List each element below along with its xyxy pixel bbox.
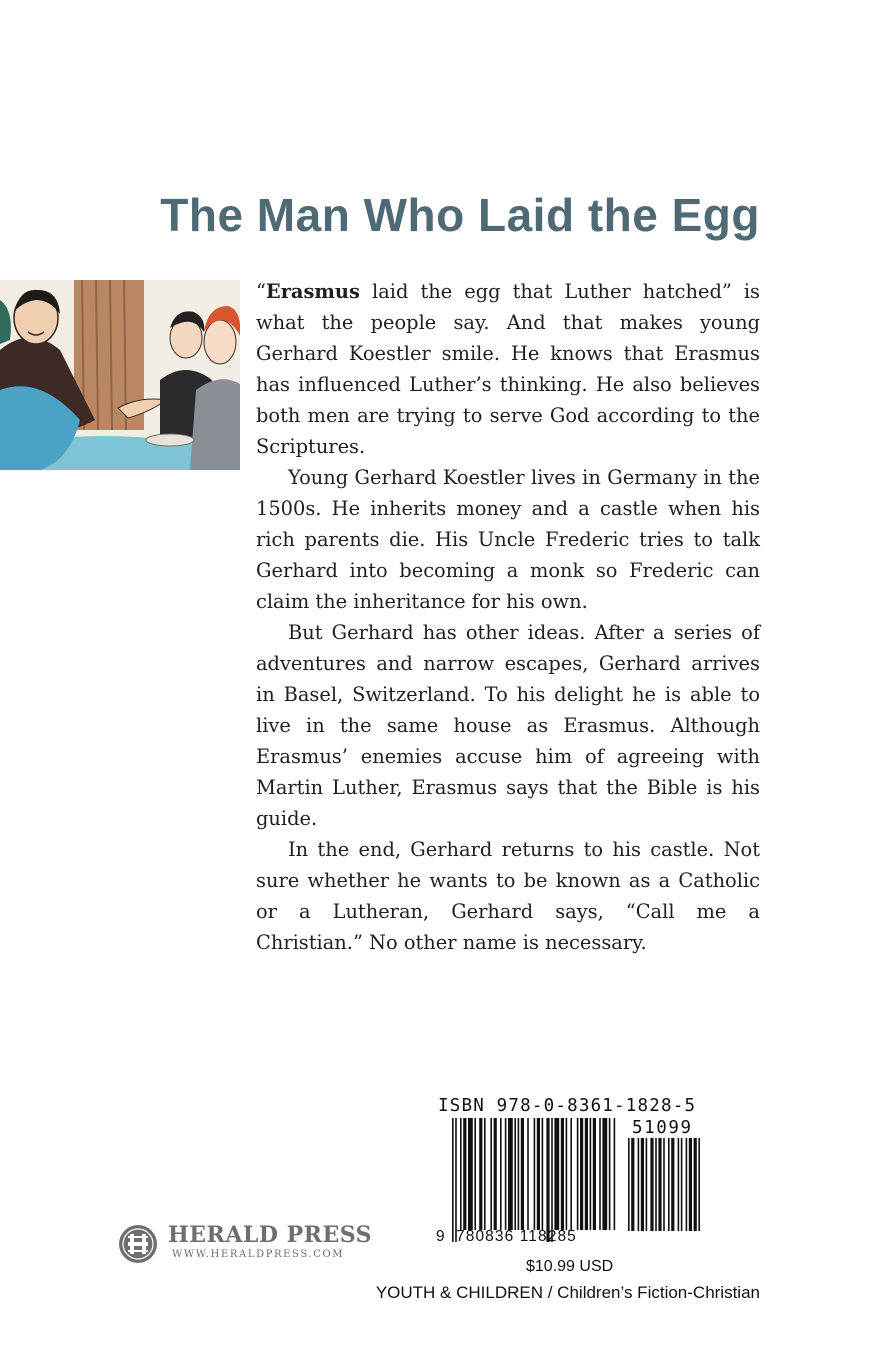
barcode-bar [641,1138,644,1231]
barcode-bar [663,1138,665,1231]
publisher-logo [118,1222,378,1266]
opening-quote: “ [256,280,266,303]
barcode-bar [508,1118,513,1230]
blurb-lead-bold: Erasmus [265,280,360,303]
barcode-bar [468,1118,473,1230]
back-cover-blurb [256,276,760,958]
barcode-bar [521,1118,524,1230]
barcode-price-code: 51099 [632,1118,693,1138]
barcode-bar [474,1118,476,1230]
price-addon-barcode [628,1138,708,1231]
barcode-bar [566,1118,568,1230]
book-title: The Man Who Laid the Egg [160,189,760,241]
barcode-bar [561,1118,564,1230]
barcode-bar [484,1118,486,1230]
blurb-paragraph [256,276,760,462]
barcode-bar [500,1118,502,1230]
barcode-bar [546,1118,549,1242]
publisher-url: WWW.HERALDPRESS.COM [172,1249,345,1260]
barcode-bar [631,1138,634,1231]
barcode-bar [681,1138,683,1231]
barcode-bar [577,1118,579,1230]
barcode-bar [650,1138,653,1231]
barcode-bar [602,1118,607,1230]
barcode-bar [554,1118,559,1230]
barcode-bar [655,1138,657,1231]
barcode-bar [570,1118,572,1230]
barcode-bar [658,1138,661,1231]
barcode-bar [678,1138,680,1231]
barcode-bar [537,1118,540,1230]
isbn-barcode [452,1118,616,1242]
barcode-bar [505,1118,507,1230]
barcode-bar [689,1138,692,1231]
barcode-bar [590,1118,592,1230]
barcode-bar [668,1138,670,1231]
barcode-bar [479,1118,482,1230]
barcode-bar [490,1118,492,1230]
ean-remaining-digits: 780836 118285 [456,1228,577,1245]
barcode-bar [593,1118,596,1230]
isbn-label: ISBN 978-0-8361-1828-5 [438,1096,697,1116]
barcode-bar [671,1138,674,1231]
blurb-paragraph: In the end, Gerhard returns to his castle. Not sure whether he wants to be known as a Catholic or a Lutheran, Gerhard says, “Call me a Christian.” No other name is necessary. [256,838,760,954]
barcode-bar [599,1118,601,1230]
blurb-paragraph-1-text: laid the egg that Luther hatched” is what the people say. And that makes young Gerhard Koestler smile. He knows that Erasmus has influenced Luther’s thinking. He also believes both men are trying to serve God according to the Scriptures. [256,280,760,458]
barcode-bar [455,1118,457,1242]
retail-price: $10.99 USD [526,1258,614,1275]
barcode-bar [551,1118,553,1242]
barcode-bar [694,1138,697,1231]
ean-first-digit: 9 [436,1228,445,1245]
barcode-bar [686,1138,688,1231]
bisac-category: YOUTH & CHILDREN / Children’s Fiction-Christian [375,1283,760,1302]
barcode-bar [494,1118,497,1230]
barcode-bar [460,1118,462,1230]
barcode-bar [534,1118,536,1230]
cover-illustration [0,280,240,470]
barcode-bar [646,1138,648,1231]
barcode-bar [580,1118,583,1230]
barcode-bar [638,1138,640,1231]
blurb-paragraph: Young Gerhard Koestler lives in Germany in the 1500s. He inherits money and a castle when his rich parents die. His Uncle Frederic tries to talk Gerhard into becoming a monk so Frederic can claim the inheritance for his own. [256,466,760,613]
barcode-bar [609,1118,611,1230]
barcode-bar [698,1138,700,1231]
barcode-bar [452,1118,454,1242]
barcode-bar [614,1118,616,1230]
barcode-bar [463,1118,466,1230]
barcode-bar [628,1138,630,1231]
barcode-bar [542,1118,544,1230]
barcode-bar [527,1118,529,1230]
barcode-bar [585,1118,588,1230]
barcode-bar [514,1118,516,1230]
blurb-paragraph: But Gerhard has other ideas. After a series of adventures and narrow escapes, Gerhard arrives in Basel, Switzerland. To his delight he is able to live in the same house as Erasmus. Although Erasmus’ enemies accuse him of agreeing with Martin Luther, Erasmus says that the Bible is his guide. [256,621,760,830]
barcode-bar [518,1118,520,1230]
publisher-name: HERALD PRESS [168,1222,372,1248]
herald-press-seal-icon [118,1224,158,1264]
